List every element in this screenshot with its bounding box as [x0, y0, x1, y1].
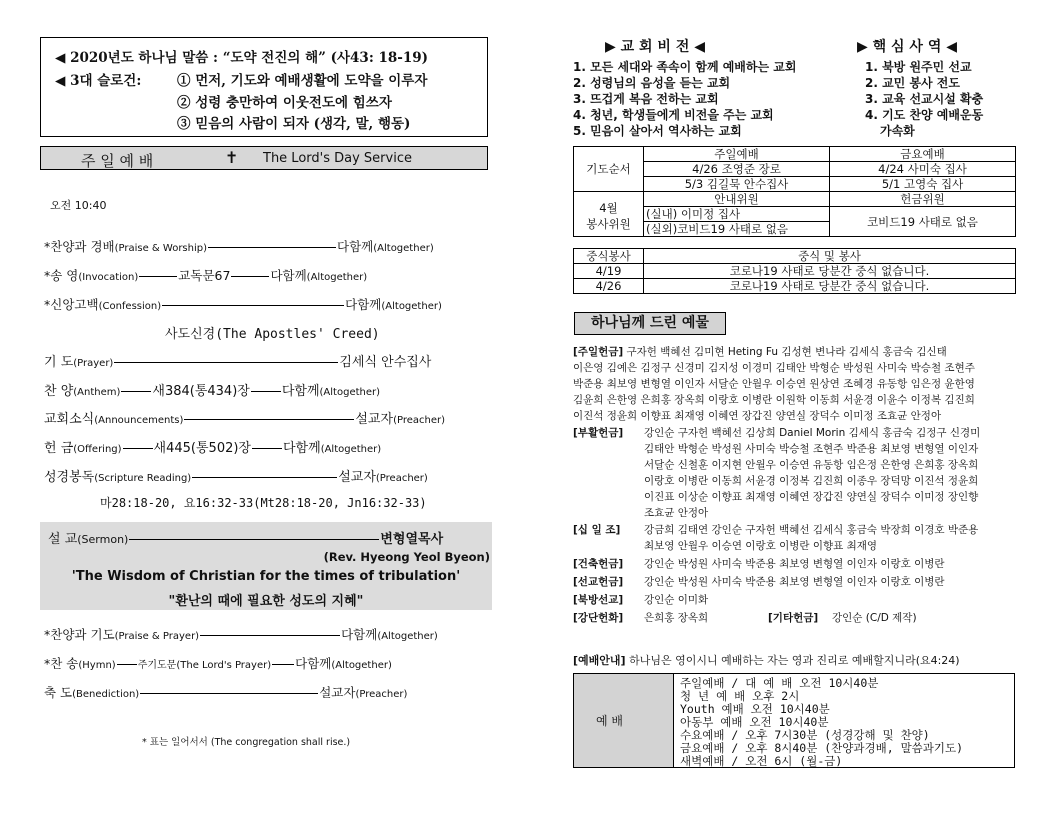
sunday-prayer: 5/3 김길묵 안수집사: [644, 177, 830, 192]
offering-row: [주일헌금] 구자헌 백혜선 김미현 Heting Fu 김성현 변나라 김세식 홍금숙 김신태: [573, 346, 947, 358]
friday-prayer: 5/1 고영숙 집사: [830, 177, 1016, 192]
service-title-en: The Lord's Day Service: [263, 151, 412, 166]
footnote: * 표는 일어서서 (The congregation shall rise.): [142, 737, 351, 748]
offering-row: 김태안 박형순 박성원 사미숙 박승철 조현주 박준용 최보영 변형열 이인자: [644, 443, 979, 455]
offering-row: 은희홍 장옥희: [644, 612, 709, 624]
prayer-order-label: 기도순서: [574, 147, 644, 192]
cross-icon: ✝: [225, 148, 239, 167]
offering-row: 이진석 정윤희 이향표 최재영 이혜연 장갑진 양연실 장덕수 이미정 조효균 안정아: [573, 410, 942, 422]
guide-outdoor: (실외)코비드19 사태로 없음: [644, 222, 830, 237]
vision-item: 4. 청년, 학생들에게 비전을 주는 교회: [573, 108, 774, 122]
service-title-bar: [40, 146, 488, 170]
meal-date: 4/19: [574, 264, 644, 279]
offer-members: 코비드19 사태로 없음: [830, 207, 1016, 237]
sermon-title-en: 'The Wisdom of Christian for the times of tribulation': [71, 569, 461, 584]
meal-label: 중식봉사: [574, 249, 644, 264]
guide-indoor: (실내) 이미정 집사: [644, 207, 830, 222]
offering-title: 하나님께 드린 예물: [574, 312, 726, 335]
core-item: 3. 교육 선교시설 확충: [865, 92, 984, 106]
core-item: 1. 북방 원주민 선교: [865, 60, 972, 74]
yearly-verse: ◀ 2020년도 하나님 말씀 : “도약 전진의 해” (사43: 18-19): [55, 50, 429, 66]
worship-schedule-box: [573, 673, 1015, 768]
meal-head: 중식 및 봉사: [644, 249, 1016, 264]
guide-head: 안내위원: [644, 192, 830, 207]
duty-table: [573, 146, 1016, 237]
offering-row: 박준용 최보영 변형열 이인자 서달순 안월우 이승연 원상연 조혜경 유동항 임은정 윤한영: [573, 378, 975, 390]
core-item: 4. 기도 찬양 예배운동: [865, 108, 984, 122]
order-item: 성경봉독(Scripture Reading) 설교자(Preacher): [44, 470, 428, 485]
offering-label: [강단헌화]: [573, 612, 624, 624]
serve-label: 4월 봉사위원: [574, 192, 644, 237]
order-item: 기 도(Prayer) 김세식 안수집사: [44, 355, 432, 370]
offering-label: [건축헌금]: [573, 558, 624, 570]
vision-item: 3. 뜨겁게 복음 전하는 교회: [573, 92, 719, 106]
order-item: 교회소식(Announcements) 설교자(Preacher): [44, 412, 445, 427]
slogan-1: ① 먼저, 기도와 예배생활에 도약을 이루자: [177, 73, 428, 89]
offering-row: 이은영 김예은 김정구 신경미 김지성 이경미 김태안 박형순 박성원 사미숙 박승철 조현주: [573, 362, 975, 374]
offering-row: 최보영 안월우 이승연 이랑호 이병란 이향표 최재영: [644, 540, 878, 552]
creed: 사도신경(The Apostles' Creed): [165, 327, 380, 342]
offering-row: 강인순 구자헌 백혜선 김상희 Daniel Morin 김세식 홍금숙 김정구 신경미: [644, 427, 981, 439]
service-time: 오전 10:40: [50, 199, 107, 212]
order-item: 축 도(Benediction) 설교자(Preacher): [44, 685, 408, 700]
slogan-label: ◀ 3대 슬로건:: [55, 73, 142, 89]
offering-row: 서달순 신철훈 이지현 안월우 이승연 유동항 임은정 은한영 은희홍 장옥희: [644, 459, 979, 471]
order-item: 헌 금(Offering) 새445(통502)장 다함께(Altogether): [44, 441, 382, 456]
worship-line: 수요예배 / 오후 7시30분 (성경강해 및 찬양): [680, 728, 930, 742]
offering-label: [기타헌금]: [768, 612, 819, 624]
slogan-3: ③ 믿음의 사람이 되자 (생각, 말, 행동): [177, 116, 411, 132]
meal-text: 코로나19 사태로 당분간 중식 없습니다.: [644, 279, 1016, 294]
church-vision-title: ▶ 교 회 비 전 ◀: [605, 39, 705, 55]
worship-line: 주일예배 / 대 예 배 오전 10시40분: [680, 676, 879, 690]
vision-item: 1. 모든 세대와 족속이 함께 예배하는 교회: [573, 60, 797, 74]
friday-head: 금요예배: [830, 147, 1016, 162]
offering-row: 강인순 이미화: [644, 594, 709, 606]
order-item: *송 영(Invocation) 교독문67 다함께(Altogether): [44, 268, 368, 283]
sermon-title-ko: "환난의 때에 필요한 성도의 지혜": [168, 594, 364, 609]
offering-label: [부활헌금]: [573, 427, 624, 439]
order-item: 찬 양(Anthem) 새384(통434)장 다함께(Altogether): [44, 384, 381, 399]
worship-line: 청 년 예 배 오후 2시: [680, 689, 800, 703]
service-title-ko: 주 일 예 배: [81, 152, 154, 170]
scripture-ref: 마28:18-20, 요16:32-33(Mt28:18-20, Jn16:32-33): [100, 496, 427, 510]
offering-row: 김윤희 은한영 은희홍 장옥희 이랑호 이병란 이원학 이동희 서윤경 이윤수 이정복 김진희: [573, 394, 975, 406]
sunday-head: 주일예배: [644, 147, 830, 162]
core-item: 가속화: [880, 124, 915, 138]
core-ministry-title: ▶ 핵 심 사 역 ◀: [857, 39, 957, 55]
worship-line: 아동부 예배 오전 10시40분: [680, 715, 829, 729]
offering-row: 강인순 박성원 사미숙 박준용 최보영 변형열 이인자 이랑호 이병란: [644, 576, 945, 588]
offer-head: 헌금위원: [830, 192, 1016, 207]
offering-row: 강금희 김태연 강인순 구자헌 백혜선 김세식 홍금숙 박장희 이경호 박준용: [644, 524, 979, 536]
meal-text: 코로나19 사태로 당분간 중식 없습니다.: [644, 264, 1016, 279]
core-item: 2. 교민 봉사 전도: [865, 76, 960, 90]
vision-item: 2. 성령님의 음성을 듣는 교회: [573, 76, 731, 90]
sermon-box: [40, 522, 492, 610]
sunday-prayer: 4/26 조영준 장로: [644, 162, 830, 177]
slogan-2: ② 성령 충만하여 이웃전도에 힘쓰자: [177, 95, 392, 111]
yearly-verse-box: [40, 37, 488, 137]
offering-row: 강인순 박성원 사미숙 박준용 최보영 변형열 이인자 이랑호 이병란: [644, 558, 945, 570]
offering-label: [십 일 조]: [573, 524, 621, 536]
offering-row: 강인순 (C/D 제작): [832, 612, 917, 624]
offering-label: [북방선교]: [573, 594, 624, 606]
offering-row: 이진표 이상순 이향표 최재영 이혜연 장갑진 양연실 장덕수 이미정 장인향: [644, 491, 979, 503]
meal-date: 4/26: [574, 279, 644, 294]
sermon-line: 설 교(Sermon) 변형열목사: [48, 532, 444, 547]
worship-side-label: 예 배: [574, 674, 674, 767]
meal-table: [573, 248, 1016, 294]
worship-line: 금요예배 / 오후 8시40분 (찬양과경배, 말씀과기도): [680, 741, 964, 755]
worship-verse: [예배안내] 하나님은 영이시니 예배하는 자는 영과 진리로 예배할지니라(요4:24): [573, 654, 960, 667]
vision-item: 5. 믿음이 살아서 역사하는 교회: [573, 124, 742, 138]
order-item: *찬양과 경배(Praise & Worship) 다함께(Altogether): [44, 239, 434, 254]
worship-line: 새벽예배 / 오전 6시 (월-금): [680, 754, 843, 768]
worship-line: Youth 예배 오전 10시40분: [680, 702, 830, 716]
offering-label: [선교헌금]: [573, 576, 624, 588]
preacher-en: (Rev. Hyeong Yeol Byeon): [323, 550, 490, 564]
offering-row: 조효균 안정아: [644, 507, 709, 519]
order-item: *찬양과 기도(Praise & Prayer) 다함께(Altogether): [44, 627, 438, 642]
order-item: *찬 송(Hymn) 주기도문(The Lord's Prayer) 다함께(Altogether): [44, 656, 392, 671]
friday-prayer: 4/24 사미숙 집사: [830, 162, 1016, 177]
offering-row: 이랑호 이병란 이동희 서윤경 이정복 김진희 이종우 장덕망 이진석 정윤희: [644, 475, 979, 487]
order-item: *신앙고백(Confession) 다함께(Altogether): [44, 297, 442, 312]
